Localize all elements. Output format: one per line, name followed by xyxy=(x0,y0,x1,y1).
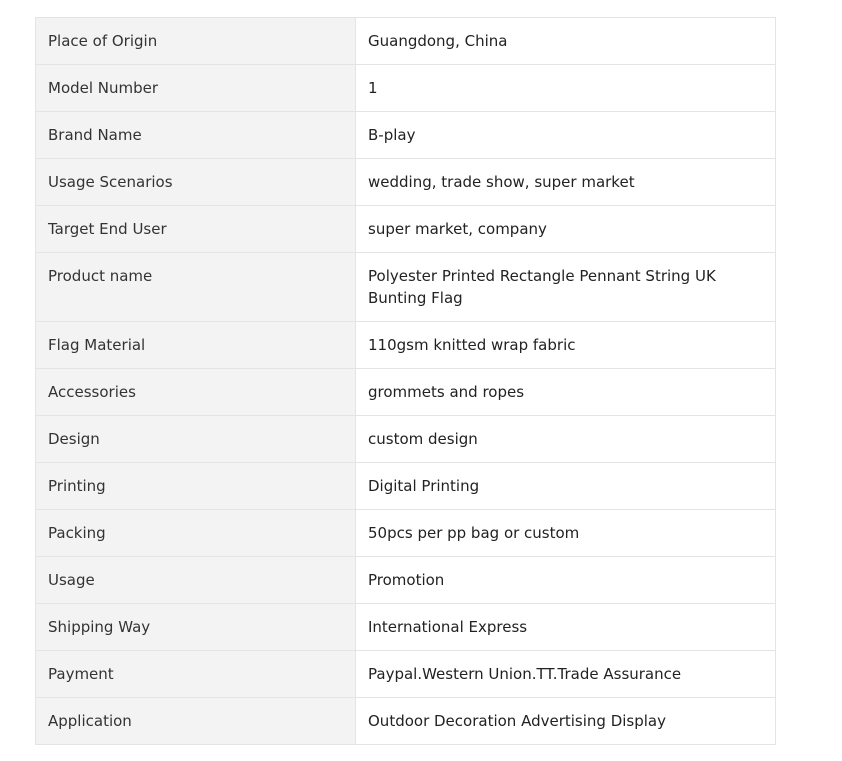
table-row xyxy=(36,253,776,322)
spec-value-shipping-way: International Express xyxy=(356,604,776,651)
spec-label-model-number: Model Number xyxy=(36,65,356,112)
spec-label-packing: Packing xyxy=(36,510,356,557)
table-row xyxy=(36,65,776,112)
spec-value-model-number: 1 xyxy=(356,65,776,112)
spec-label-usage-scenarios: Usage Scenarios xyxy=(36,159,356,206)
spec-table-body xyxy=(36,18,776,745)
spec-value-accessories: grommets and ropes xyxy=(356,369,776,416)
spec-label-payment: Payment xyxy=(36,651,356,698)
spec-value-design: custom design xyxy=(356,416,776,463)
table-row xyxy=(36,322,776,369)
table-row xyxy=(36,206,776,253)
table-row xyxy=(36,510,776,557)
table-row xyxy=(36,604,776,651)
spec-value-usage: Promotion xyxy=(356,557,776,604)
spec-value-application: Outdoor Decoration Advertising Display xyxy=(356,698,776,745)
table-row xyxy=(36,112,776,159)
spec-value-payment: Paypal.Western Union.TT.Trade Assurance xyxy=(356,651,776,698)
spec-label-shipping-way: Shipping Way xyxy=(36,604,356,651)
table-row xyxy=(36,369,776,416)
spec-value-place-of-origin: Guangdong, China xyxy=(356,18,776,65)
spec-value-product-name: Polyester Printed Rectangle Pennant String UK Bunting Flag xyxy=(356,253,776,322)
spec-value-usage-scenarios: wedding, trade show, super market xyxy=(356,159,776,206)
spec-label-usage: Usage xyxy=(36,557,356,604)
table-row xyxy=(36,416,776,463)
spec-value-packing: 50pcs per pp bag or custom xyxy=(356,510,776,557)
spec-label-design: Design xyxy=(36,416,356,463)
spec-label-product-name: Product name xyxy=(36,253,356,322)
spec-label-place-of-origin: Place of Origin xyxy=(36,18,356,65)
table-row xyxy=(36,557,776,604)
spec-label-flag-material: Flag Material xyxy=(36,322,356,369)
table-row xyxy=(36,698,776,745)
spec-label-accessories: Accessories xyxy=(36,369,356,416)
spec-value-target-end-user: super market, company xyxy=(356,206,776,253)
spec-value-brand-name: B-play xyxy=(356,112,776,159)
table-row xyxy=(36,18,776,65)
spec-label-brand-name: Brand Name xyxy=(36,112,356,159)
table-row xyxy=(36,651,776,698)
spec-value-printing: Digital Printing xyxy=(356,463,776,510)
spec-value-flag-material: 110gsm knitted wrap fabric xyxy=(356,322,776,369)
spec-label-target-end-user: Target End User xyxy=(36,206,356,253)
spec-label-application: Application xyxy=(36,698,356,745)
spec-label-printing: Printing xyxy=(36,463,356,510)
table-row xyxy=(36,463,776,510)
table-row xyxy=(36,159,776,206)
product-spec-table xyxy=(35,17,776,745)
